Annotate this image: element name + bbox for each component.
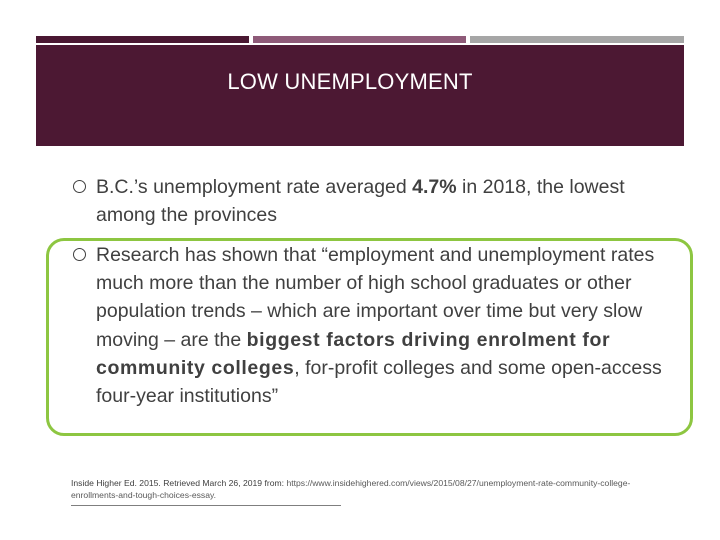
bullet-text-after: , for-profit colleges and some open-access four-year institutions”	[96, 356, 662, 408]
title-band	[36, 45, 684, 146]
slide-title: LOW UNEMPLOYMENT	[227, 69, 473, 94]
citation-source: Inside Higher Ed. 2015. Retrieved March 26, 2019 from:	[71, 478, 287, 488]
accent-bar-middle	[253, 36, 466, 43]
bullet-item-unemployment-rate	[74, 173, 674, 229]
bullet-text-after: in 2018, the lowest among the provinces	[96, 176, 625, 227]
bullet-text	[96, 241, 674, 410]
accent-bar-right	[470, 36, 684, 43]
hollow-circle-bullet-icon	[73, 248, 86, 261]
bullet-text-before: B.C.’s unemployment rate averaged	[96, 176, 413, 198]
citation	[71, 478, 671, 501]
bullet-text-before: Research has shown that “employment and unemployment rates much more than the number of high school graduates or other population trends – which are important over time but very slow moving – are the	[96, 244, 655, 351]
citation-link[interactable]: https://www.insidehighered.com/views/2015/08/27/unemployment-rate-community-college-enrollments-and-tough-choices-essay.	[71, 478, 631, 500]
accent-bar-left	[36, 36, 249, 43]
bullet-bold-phrase: biggest factors driving enrolment for community colleges	[96, 328, 611, 379]
hollow-circle-bullet-icon	[73, 180, 86, 193]
bullet-text	[96, 173, 674, 229]
bullet-bold-value: 4.7%	[412, 176, 457, 198]
citation-underline	[71, 505, 341, 506]
bullet-item-research-quote	[74, 241, 674, 410]
